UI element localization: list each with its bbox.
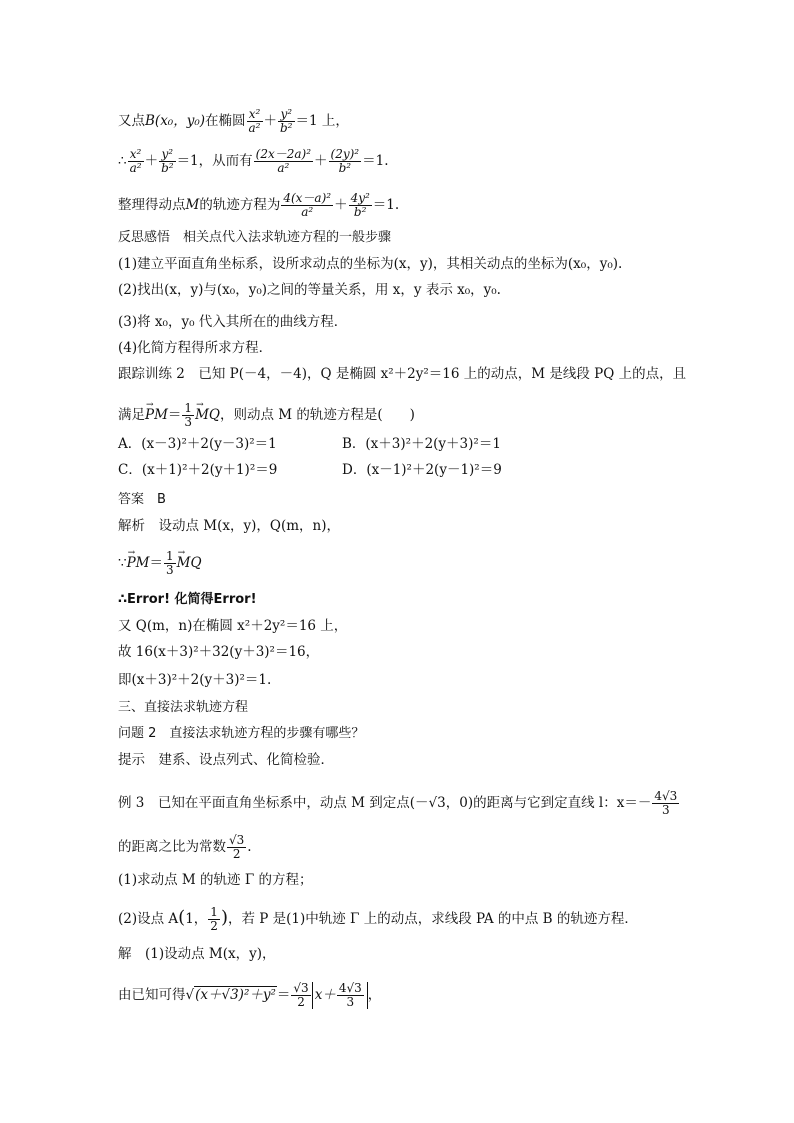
step-4: (4)化简方程得所求方程．	[118, 340, 273, 356]
question-2: 问题 2 直接法求轨迹方程的步骤有哪些？	[118, 726, 365, 741]
vector-mq: → MQ	[177, 555, 202, 571]
line-therefore-equation: ∴ $\frac{\text{x²}}{\text{a²}}$ ＋ $\frac{\text{y²}}{\text{b²}}$ ＝1，从而有 $\frac{\text{(2x－2a)²}}{\text{a²}}$ ＋ $\frac{\text{(2y)²}}{\text{b²}}$ ＝1.	[118, 147, 389, 175]
option-b: B．(x＋3)²＋2(y＋3)²＝1	[342, 436, 501, 452]
step-3: (3)将 x₀，y₀ 代入其所在的曲线方程．	[118, 314, 348, 330]
example-3-statement: 例 3 已知在平面直角坐标系中，动点 M 到定点(－√3，0)的距离与它到定直线 l：x＝－ $\frac{4√3}{3}$	[118, 789, 678, 817]
fraction: $\frac{1}{3}$	[184, 401, 193, 429]
fraction: $\frac{\text{4y²}}{\text{b²}}$	[350, 191, 370, 219]
text: 又点	[118, 113, 145, 129]
step-2: (2)找出(x，y)与(x₀，y₀)之间的等量关系，用 x，y 表示 x₀，y₀.	[118, 282, 501, 298]
fraction: $\frac{\text{x²}}{\text{a²}}$	[129, 147, 142, 175]
fraction: $\frac{4√3}{3}$	[338, 981, 362, 1009]
radical: (x＋√3)²＋y²	[195, 987, 276, 1003]
example-3-ratio: 的距离之比为常数 $\frac{√3}{2}$ .	[118, 833, 252, 861]
vector-pm: → PM	[145, 407, 168, 423]
solution-2: 由已知可得√(x＋√3)²＋y²＝ $\frac{√3}{2}$ x＋ $\frac{4√3}{3}$ ，	[118, 981, 382, 1009]
fraction: $\frac{\text{(2x－2a)²}}{\text{a²}}$	[255, 147, 312, 175]
option-d: D．(x－1)²＋2(y－1)²＝9	[342, 462, 502, 478]
training-condition: 满足→ PM＝ $\frac{1}{3}$ → MQ，则动点 M 的轨迹方程是( )	[118, 402, 415, 429]
answer: 答案 B	[118, 492, 166, 507]
section-3-title: 三、直接法求轨迹方程	[118, 700, 249, 715]
error-line: ∴Error! 化简得Error!	[118, 592, 257, 607]
solution-1: 解 (1)设动点 M(x，y)，	[118, 946, 276, 962]
fraction: $\frac{\text{y²}}{\text{b²}}$	[161, 147, 174, 175]
fraction: $\frac{√3}{2}$	[293, 981, 309, 1009]
option-a: A．(x－3)²＋2(y－3)²＝1	[118, 436, 277, 452]
fraction: $\frac{1}{3}$	[166, 549, 174, 577]
training-question: 跟踪训练 2 已知 P(－4，－4)，Q 是椭圆 x²＋2y²＝16 上的动点，M 是线段 PQ 上的点，且	[118, 366, 687, 382]
point-b: B(x₀，y₀)	[145, 113, 206, 129]
example-3-part1: (1)求动点 M 的轨迹 Γ 的方程；	[118, 872, 313, 888]
q-on-ellipse: 又 Q(m，n)在椭圆 x²＋2y²＝16 上，	[118, 618, 348, 634]
vector-mq: → MQ	[195, 407, 220, 423]
reflection-title: 反思感悟 相关点代入法求轨迹方程的一般步骤	[118, 230, 392, 245]
step-1: (1)建立平面直角坐标系，设所求动点的坐标为(x，y)，其相关动点的坐标为(x₀，y₀).	[118, 256, 623, 272]
fraction: $\frac{√3}{2}$	[229, 833, 245, 861]
fraction: $\frac{\text{y²}}{\text{b²}}$	[280, 107, 293, 135]
substitution: 故 16(x＋3)²＋32(y＋3)²＝16，	[118, 644, 320, 660]
line-trajectory-result: 整理得动点M的轨迹方程为 $\frac{\text{4(x－a)²}}{\text{a²}}$ ＋ $\frac{\text{4y²}}{\text{b²}}$ ＝1.	[118, 191, 400, 219]
fraction: $\frac{\text{x²}}{\text{a²}}$	[248, 107, 261, 135]
fraction: $\frac{\text{(2y)²}}{\text{b²}}$	[330, 147, 360, 175]
fraction: $\frac{1}{2}$	[210, 905, 218, 933]
option-c: C．(x＋1)²＋2(y＋1)²＝9	[118, 462, 278, 478]
text: 在椭圆	[205, 113, 246, 129]
hint: 提示 建系、设点列式、化简检验．	[118, 752, 334, 768]
line-point-on-ellipse: 又点B(x₀，y₀)在椭圆 $\frac{\text{x²}}{\text{a²}}$ ＋ $\frac{\text{y²}}{\text{b²}}$ ＝1 上，	[118, 107, 349, 135]
fraction: $\frac{4√3}{3}$	[654, 789, 678, 817]
fraction: $\frac{\text{4(x－a)²}}{\text{a²}}$	[283, 191, 332, 219]
because-vector: ∵→ PM＝ $\frac{1}{3}$ → MQ	[118, 550, 202, 577]
analysis: 解析 设动点 M(x，y)，Q(m，n)，	[118, 518, 340, 534]
example-3-part2: (2)设点 A(1， $\frac{1}{2}$ )，若 P 是(1)中轨迹 Γ 上的动点，求线段 PA 的中点 B 的轨迹方程．	[118, 905, 638, 933]
vector-pm: → PM	[127, 555, 150, 571]
absolute-value: x＋ $\frac{4√3}{3}$	[312, 982, 368, 1009]
result: 即(x＋3)²＋2(y＋3)²＝1.	[118, 672, 272, 688]
